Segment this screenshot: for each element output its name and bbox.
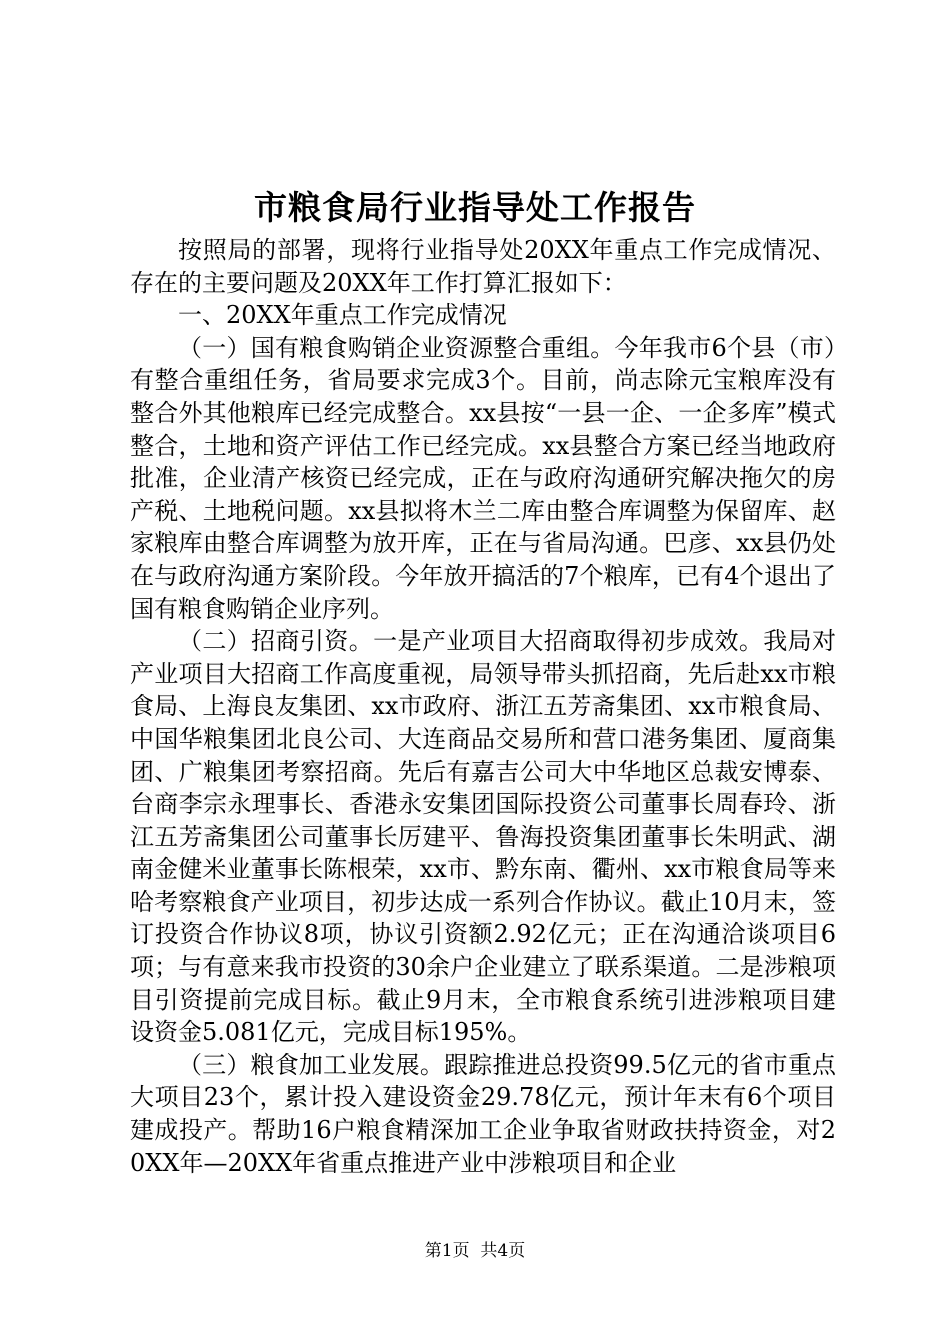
paragraph-section-1-2: （二）招商引资。一是产业项目大招商取得初步成效。我局对产业项目大招商工作高度重视，局领导带头抓招商，先后赴xx市粮食局、上海良友集团、xx市政府、浙江五芳斋集团、xx市粮食局、中国华粮集团北良公司、大连商品交易所和营口港务集团、厦商集团、广粮集团考察招商。先后有嘉吉公司大中华地区总裁安博泰、台商李宗永理事长、香港永安集团国际投资公司董事长周春玲、浙江五芳斋集团公司董事长厉建平、鲁海投资集团董事长朱明武、湖南金健米业董事长陈根荣，xx市、黔东南、衢州、xx市粮食局等来哈考察粮食产业项目，初步达成一系列合作协议。截止10月末，签订投资合作协议8项，协议引资额2.92亿元；正在沟通洽谈项目6项；与有意来我市投资的30余户企业建立了联系渠道。二是涉粮项目引资提前完成目标。截止9月末，全市粮食系统引进涉粮项目建设资金5.081亿元，完成目标195%。 <box>130 627 836 1047</box>
paragraph-intro: 按照局的部署，现将行业指导处20XX年重点工作完成情况、存在的主要问题及20XX年工作打算汇报如下： <box>130 236 836 297</box>
page-number: 第1页 <box>424 1241 470 1261</box>
document-body <box>130 234 836 1179</box>
footer-separator <box>470 1241 481 1261</box>
paragraph-section-1-1: （一）国有粮食购销企业资源整合重组。今年我市6个县（市）有整合重组任务，省局要求完成3个。目前，尚志除元宝粮库没有整合外其他粮库已经完成整合。xx县按“一县一企、一企多库”模式整合，土地和资产评估工作已经完成。xx县整合方案已经当地政府批准，企业清产核资已经完成，正在与政府沟通研究解决拖欠的房产税、土地税问题。xx县拟将木兰二库由整合库调整为保留库、赵家粮库由整合库调整为放开库，正在与省局沟通。巴彦、xx县仍处在与政府沟通方案阶段。今年放开搞活的7个粮库，已有4个退出了国有粮食购销企业序列。 <box>130 333 836 623</box>
document-title: 市粮食局行业指导处工作报告 <box>254 188 696 227</box>
page-footer <box>0 1239 950 1263</box>
page-total: 共4页 <box>480 1241 526 1261</box>
section-heading-1: 一、20XX年重点工作完成情况 <box>178 301 507 330</box>
paragraph-section-1-3: （三）粮食加工业发展。跟踪推进总投资99.5亿元的省市重点大项目23个，累计投入建设资金29.78亿元，预计年末有6个项目建成投产。帮助16户粮食精深加工企业争取省财政扶持资金，对20XX年—20XX年省重点推进产业中涉粮项目和企业 <box>130 1050 836 1177</box>
